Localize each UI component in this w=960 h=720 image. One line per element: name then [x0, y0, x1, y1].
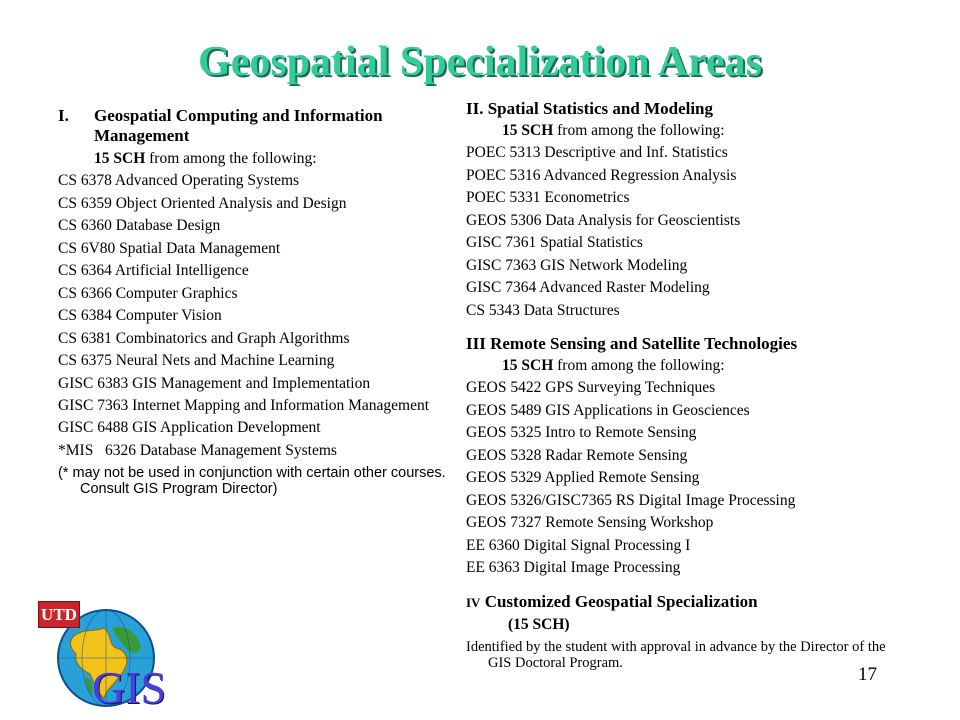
section2-sch-text: from among the following:	[553, 122, 725, 139]
course-item: CS 6360 Database Design	[58, 217, 221, 234]
course-item: GISC 7363 GIS Network Modeling	[466, 256, 688, 274]
course-item: CS 6381 Combinatorics and Graph Algorithms	[58, 329, 350, 347]
section1-title: Geospatial Computing and Information Management	[94, 106, 383, 145]
section2-heading: II. Spatial Statistics and Modeling	[466, 99, 714, 118]
section1-number: I.	[58, 106, 69, 125]
section4-note: Identified by the student with approval in advance by the Director of the GIS Doctoral Program.	[466, 638, 886, 671]
section4-title: Customized Geospatial Specialization	[480, 591, 758, 611]
section4-number: IV	[466, 594, 481, 610]
spacer	[466, 580, 906, 591]
course-item: EE 6360 Digital Signal Processing I	[466, 536, 691, 554]
spacer	[466, 322, 906, 333]
section-geospatial-computing	[58, 106, 453, 500]
section3-heading: III Remote Sensing and Satellite Technologies	[466, 334, 798, 353]
course-item: GISC 7361 Spatial Statistics	[466, 234, 643, 251]
course-item: EE 6363 Digital Image Processing	[466, 559, 681, 576]
course-item: GEOS 5326/GISC7365 RS Digital Image Processing	[466, 491, 796, 509]
course-item: CS 6V80 Spatial Data Management	[58, 239, 281, 257]
gis-logo-text: GIS	[92, 662, 167, 713]
course-item: GISC 7363 Internet Mapping and Information Management	[58, 397, 430, 414]
section4-heading	[466, 591, 906, 614]
course-item: CS 6378 Advanced Operating Systems	[58, 172, 300, 189]
page-number: 17	[858, 664, 877, 685]
course-item: GISC 7364 Advanced Raster Modeling	[466, 279, 710, 296]
section2-sch-count: 15 SCH	[502, 122, 554, 139]
section4-sch: (15 SCH)	[508, 615, 570, 633]
course-item: GEOS 5328 Radar Remote Sensing	[466, 446, 688, 464]
course-item: CS 6364 Artificial Intelligence	[58, 262, 249, 279]
course-item: *MIS 6326 Database Management Systems	[58, 441, 337, 459]
section2-sch	[466, 120, 906, 142]
section1-heading	[58, 106, 453, 146]
course-item: CS 6375 Neural Nets and Machine Learning	[58, 352, 335, 369]
course-item: GISC 6383 GIS Management and Implementation	[58, 374, 371, 392]
utd-badge: UTD	[38, 601, 80, 628]
section-spatial-statistics	[466, 98, 906, 674]
course-item: GEOS 5329 Applied Remote Sensing	[466, 469, 700, 486]
course-item: CS 6366 Computer Graphics	[58, 284, 238, 302]
course-item: CS 6359 Object Oriented Analysis and Design	[58, 194, 347, 212]
course-item: POEC 5316 Advanced Regression Analysis	[466, 166, 737, 184]
course-item: POEC 5313 Descriptive and Inf. Statistics	[466, 144, 728, 161]
section3-sch-text: from among the following:	[553, 357, 725, 374]
course-item: GEOS 7327 Remote Sensing Workshop	[466, 514, 714, 531]
course-item: POEC 5331 Econometrics	[466, 189, 630, 206]
course-footnote: (* may not be used in conjunction with certain other courses. Consult GIS Program Director)	[58, 465, 446, 497]
section1-sch-text: from among the following:	[145, 150, 317, 167]
course-item: GEOS 5325 Intro to Remote Sensing	[466, 424, 697, 441]
course-item: GEOS 5422 GPS Surveying Techniques	[466, 379, 716, 396]
section3-sch	[466, 355, 906, 377]
course-item: GISC 6488 GIS Application Development	[58, 419, 321, 436]
section1-sch-count: 15 SCH	[94, 150, 146, 167]
course-item: CS 6384 Computer Vision	[58, 307, 222, 324]
section3-sch-count: 15 SCH	[502, 357, 554, 374]
course-item: GEOS 5489 GIS Applications in Geosciences	[466, 401, 750, 419]
section1-sch	[58, 148, 453, 170]
course-item: GEOS 5306 Data Analysis for Geoscientists	[466, 211, 741, 229]
slide-title: Geospatial Specialization Areas	[198, 39, 762, 85]
course-item: CS 5343 Data Structures	[466, 301, 620, 319]
